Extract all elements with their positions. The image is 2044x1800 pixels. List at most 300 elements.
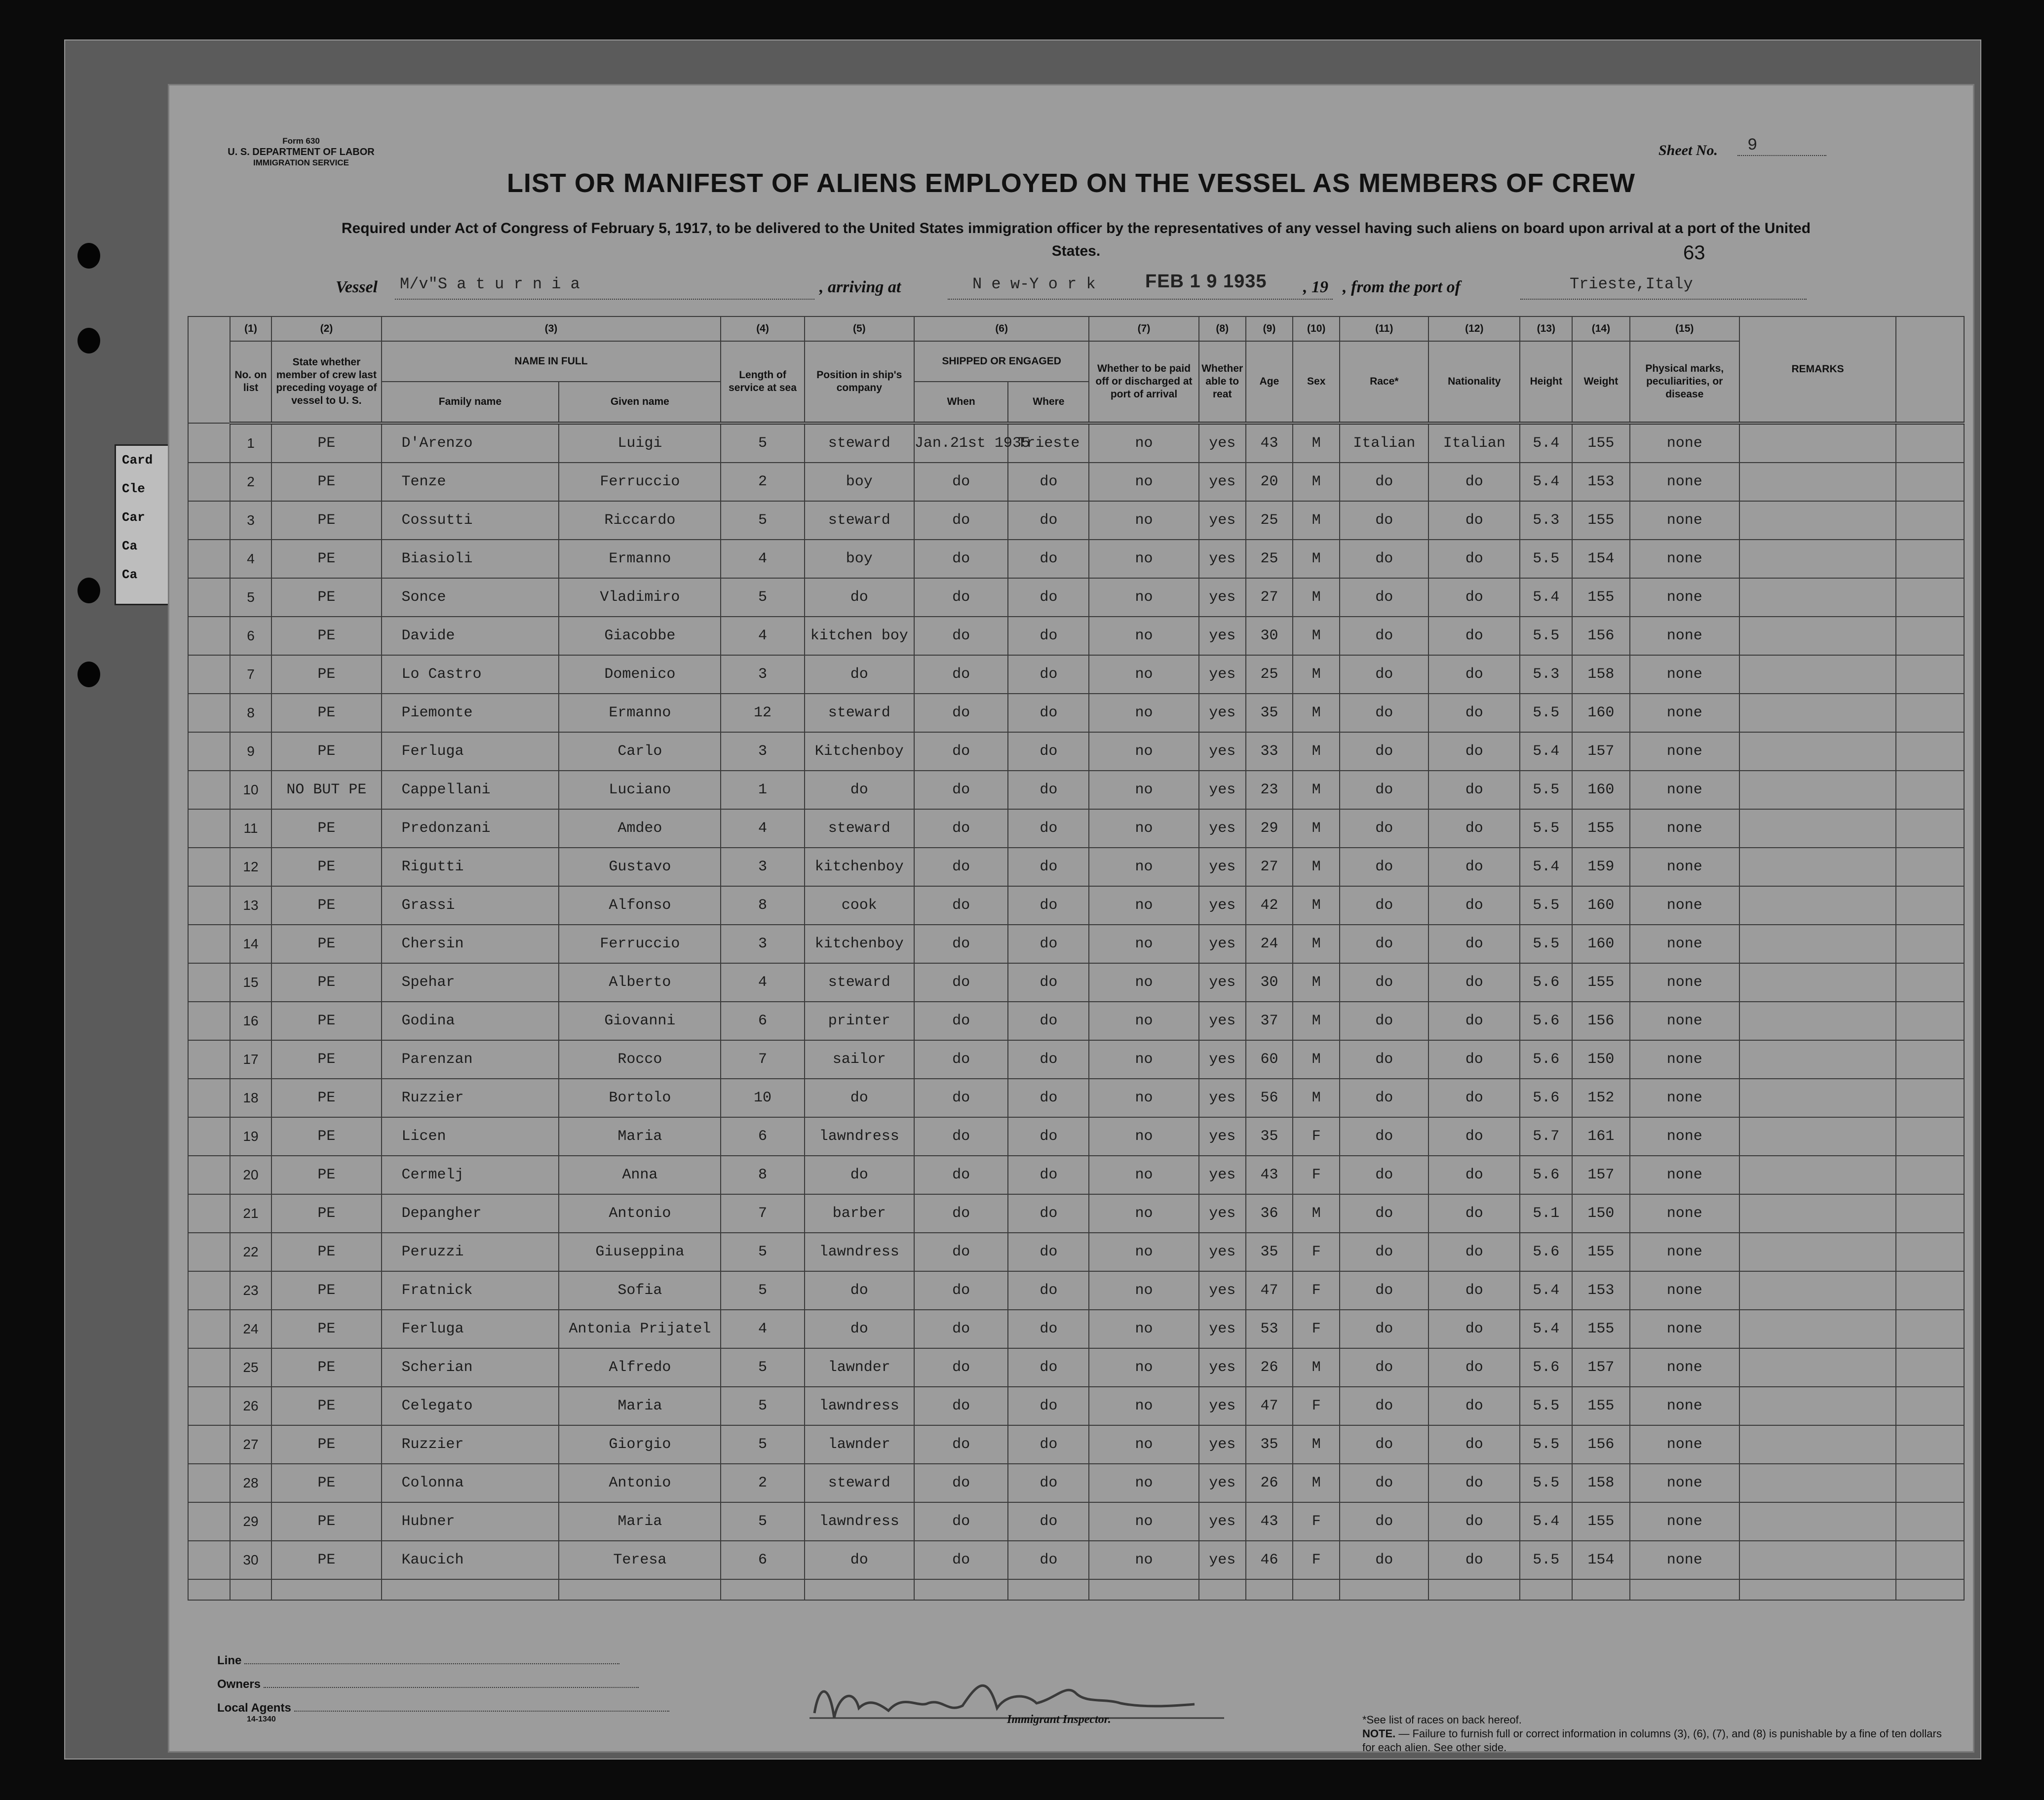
margin-cell <box>188 1502 230 1541</box>
given-name-cell: Antonia Prijatel <box>559 1310 721 1348</box>
sex-cell: F <box>1293 1271 1340 1310</box>
weight-cell: 160 <box>1572 694 1629 732</box>
shipped-where-cell: do <box>1008 963 1089 1002</box>
family-name-cell: Rigutti <box>382 848 559 886</box>
agents-label: Local Agents <box>217 1701 291 1715</box>
able-to-read-cell: yes <box>1199 501 1246 540</box>
blank-cell <box>1008 1579 1089 1600</box>
age-cell: 25 <box>1246 501 1293 540</box>
height-cell: 5.5 <box>1520 771 1572 809</box>
previous-voyage-cell: PE <box>271 848 381 886</box>
age-cell: 46 <box>1246 1541 1293 1579</box>
given-name-cell: Alfredo <box>559 1348 721 1387</box>
service-length-cell: 5 <box>721 1271 804 1310</box>
header-weight: Weight <box>1572 341 1629 423</box>
remarks-cell <box>1739 1117 1896 1156</box>
margin-cell <box>188 463 230 501</box>
paid-off-cell: no <box>1089 1464 1198 1502</box>
owners-label: Owners <box>217 1678 261 1691</box>
sex-cell: F <box>1293 1233 1340 1271</box>
header-height: Height <box>1520 341 1572 423</box>
physical-marks-cell: none <box>1630 1233 1739 1271</box>
weight-cell: 157 <box>1572 1156 1629 1194</box>
race-cell: do <box>1340 1233 1428 1271</box>
age-cell: 26 <box>1246 1464 1293 1502</box>
row-number: 15 <box>230 963 272 1002</box>
service-length-cell: 12 <box>721 694 804 732</box>
blank-cell <box>1630 1579 1739 1600</box>
paid-off-cell: no <box>1089 617 1198 655</box>
physical-marks-cell: none <box>1630 1156 1739 1194</box>
shipped-where-cell: do <box>1008 1079 1089 1117</box>
height-cell: 5.6 <box>1520 1040 1572 1079</box>
height-cell: 5.4 <box>1520 578 1572 617</box>
blank-cell <box>1896 925 1964 963</box>
row-number: 19 <box>230 1117 272 1156</box>
position-cell: steward <box>805 963 914 1002</box>
sex-cell: M <box>1293 655 1340 694</box>
physical-marks-cell: none <box>1630 1040 1739 1079</box>
nationality-cell: do <box>1428 655 1520 694</box>
service-length-cell: 5 <box>721 1425 804 1464</box>
previous-voyage-cell: PE <box>271 1156 381 1194</box>
nationality-cell: do <box>1428 463 1520 501</box>
remarks-cell <box>1739 1502 1896 1541</box>
remarks-cell <box>1739 1002 1896 1040</box>
paid-off-cell: no <box>1089 1310 1198 1348</box>
header-length-of-service: Length of service at sea <box>721 341 804 423</box>
margin-cell <box>188 617 230 655</box>
header-able-to-read: Whether able to reat <box>1199 341 1246 423</box>
sex-cell: M <box>1293 1194 1340 1233</box>
edge-card-text: Card <box>122 453 153 468</box>
race-cell: do <box>1340 540 1428 578</box>
previous-voyage-cell: PE <box>271 578 381 617</box>
age-cell: 43 <box>1246 423 1293 463</box>
margin-cell <box>188 1348 230 1387</box>
sex-cell: M <box>1293 771 1340 809</box>
position-cell: cook <box>805 886 914 925</box>
table-row <box>188 1464 1964 1502</box>
blank-cell <box>271 1579 381 1600</box>
able-to-read-cell: yes <box>1199 925 1246 963</box>
previous-voyage-cell: PE <box>271 655 381 694</box>
blank-cell <box>1896 655 1964 694</box>
weight-cell: 152 <box>1572 1079 1629 1117</box>
age-cell: 35 <box>1246 1233 1293 1271</box>
blank-cell <box>1896 1079 1964 1117</box>
shipped-where-cell: do <box>1008 694 1089 732</box>
service-length-cell: 6 <box>721 1117 804 1156</box>
shipped-where-cell: do <box>1008 1233 1089 1271</box>
height-cell: 5.1 <box>1520 1194 1572 1233</box>
paid-off-cell: no <box>1089 1233 1198 1271</box>
paid-off-cell: no <box>1089 655 1198 694</box>
age-cell: 43 <box>1246 1156 1293 1194</box>
port-from-label: , from the port of <box>1343 278 1461 296</box>
nationality-cell: do <box>1428 617 1520 655</box>
previous-voyage-cell: NO BUT PE <box>271 771 381 809</box>
blank-cell <box>1896 1541 1964 1579</box>
remarks-cell <box>1739 809 1896 848</box>
able-to-read-cell: yes <box>1199 732 1246 771</box>
able-to-read-cell: yes <box>1199 1310 1246 1348</box>
able-to-read-cell: yes <box>1199 1348 1246 1387</box>
vessel-name: M/v"S a t u r n i a <box>400 275 580 293</box>
row-number: 6 <box>230 617 272 655</box>
blank-cell <box>1896 963 1964 1002</box>
shipped-when-cell: do <box>914 732 1008 771</box>
previous-voyage-cell: PE <box>271 617 381 655</box>
vessel-fill-line <box>395 299 814 300</box>
service-length-cell: 5 <box>721 1387 804 1425</box>
family-name-cell: Peruzzi <box>382 1233 559 1271</box>
shipped-where-cell: do <box>1008 1040 1089 1079</box>
position-cell: lawnder <box>805 1348 914 1387</box>
shipped-when-cell: do <box>914 617 1008 655</box>
service-length-cell: 3 <box>721 925 804 963</box>
edge-card-text: Car <box>122 510 145 525</box>
shipped-when-cell: do <box>914 1348 1008 1387</box>
given-name-cell: Teresa <box>559 1541 721 1579</box>
margin-cell <box>188 1387 230 1425</box>
physical-marks-cell: none <box>1630 1464 1739 1502</box>
family-name-cell: Colonna <box>382 1464 559 1502</box>
remarks-cell <box>1739 617 1896 655</box>
family-name-cell: Chersin <box>382 925 559 963</box>
paid-off-cell: no <box>1089 1502 1198 1541</box>
header-shipped-or-engaged: SHIPPED OR ENGAGED <box>914 341 1089 382</box>
previous-voyage-cell: PE <box>271 1387 381 1425</box>
blank-cell <box>1896 501 1964 540</box>
nationality-cell: do <box>1428 1464 1520 1502</box>
physical-marks-cell: none <box>1630 771 1739 809</box>
row-number: 12 <box>230 848 272 886</box>
previous-voyage-cell: PE <box>271 732 381 771</box>
agents-form-code: 14-1340 <box>247 1715 276 1723</box>
footnote <box>1362 1713 1955 1755</box>
weight-cell: 156 <box>1572 1425 1629 1464</box>
weight-cell: 153 <box>1572 1271 1629 1310</box>
table-row <box>188 1194 1964 1233</box>
service-length-cell: 5 <box>721 578 804 617</box>
service-length-cell: 6 <box>721 1002 804 1040</box>
table-row <box>188 848 1964 886</box>
row-number: 11 <box>230 809 272 848</box>
shipped-when-cell: do <box>914 694 1008 732</box>
shipped-where-cell: do <box>1008 1541 1089 1579</box>
weight-cell: 155 <box>1572 809 1629 848</box>
height-cell: 5.4 <box>1520 1271 1572 1310</box>
table-row <box>188 1271 1964 1310</box>
height-cell: 5.4 <box>1520 1310 1572 1348</box>
age-cell: 53 <box>1246 1310 1293 1348</box>
margin-cell <box>188 1117 230 1156</box>
shipped-when-cell: do <box>914 771 1008 809</box>
service-length-cell: 8 <box>721 1156 804 1194</box>
shipped-when-cell: Jan.21st 1935 <box>914 423 1008 463</box>
position-cell: lawndress <box>805 1233 914 1271</box>
shipped-when-cell: do <box>914 1194 1008 1233</box>
physical-marks-cell: none <box>1630 578 1739 617</box>
able-to-read-cell: yes <box>1199 1194 1246 1233</box>
weight-cell: 155 <box>1572 1310 1629 1348</box>
race-cell: do <box>1340 1502 1428 1541</box>
service-length-cell: 4 <box>721 617 804 655</box>
shipped-where-cell: do <box>1008 886 1089 925</box>
sex-cell: M <box>1293 848 1340 886</box>
arrival-fill-line <box>948 299 1333 300</box>
margin-column <box>188 316 230 423</box>
nationality-cell: do <box>1428 1040 1520 1079</box>
height-cell: 5.4 <box>1520 848 1572 886</box>
nationality-cell: do <box>1428 694 1520 732</box>
height-cell: 5.4 <box>1520 1502 1572 1541</box>
age-cell: 36 <box>1246 1194 1293 1233</box>
paid-off-cell: no <box>1089 1079 1198 1117</box>
family-name-cell: Predonzani <box>382 809 559 848</box>
shipped-when-cell: do <box>914 925 1008 963</box>
race-cell: do <box>1340 848 1428 886</box>
family-name-cell: Ruzzier <box>382 1079 559 1117</box>
nationality-cell: do <box>1428 1271 1520 1310</box>
race-cell: do <box>1340 1348 1428 1387</box>
nationality-cell: do <box>1428 1079 1520 1117</box>
edge-card-text: Cle <box>122 481 145 496</box>
given-name-cell: Ferruccio <box>559 463 721 501</box>
header-number-on-list: No. on list <box>230 341 272 423</box>
previous-voyage-cell: PE <box>271 1310 381 1348</box>
weight-cell: 155 <box>1572 1502 1629 1541</box>
shipped-when-cell: do <box>914 655 1008 694</box>
position-cell: do <box>805 771 914 809</box>
weight-cell: 154 <box>1572 1541 1629 1579</box>
race-cell: do <box>1340 694 1428 732</box>
paid-off-cell: no <box>1089 540 1198 578</box>
remarks-cell <box>1739 1387 1896 1425</box>
nationality-cell: do <box>1428 1156 1520 1194</box>
blank-cell <box>1896 1425 1964 1464</box>
nationality-cell: do <box>1428 771 1520 809</box>
able-to-read-cell: yes <box>1199 1156 1246 1194</box>
service-length-cell: 5 <box>721 501 804 540</box>
shipped-when-cell: do <box>914 1541 1008 1579</box>
crew-manifest-table <box>188 316 1965 1601</box>
shipped-where-cell: do <box>1008 1348 1089 1387</box>
margin-cell <box>188 1310 230 1348</box>
service-name: IMMIGRATION SERVICE <box>253 158 349 167</box>
sex-cell: F <box>1293 1117 1340 1156</box>
race-cell: do <box>1340 1002 1428 1040</box>
shipped-where-cell: do <box>1008 1387 1089 1425</box>
age-cell: 29 <box>1246 809 1293 848</box>
binder-hole <box>77 662 100 687</box>
agents-fill <box>294 1711 669 1712</box>
remarks-cell <box>1739 423 1896 463</box>
able-to-read-cell: yes <box>1199 771 1246 809</box>
physical-marks-cell: none <box>1630 1194 1739 1233</box>
shipped-when-cell: do <box>914 1425 1008 1464</box>
physical-marks-cell: none <box>1630 809 1739 848</box>
margin-cell <box>188 1156 230 1194</box>
binder-hole <box>77 243 100 269</box>
physical-marks-cell: none <box>1630 1425 1739 1464</box>
age-cell: 33 <box>1246 732 1293 771</box>
weight-cell: 160 <box>1572 925 1629 963</box>
previous-voyage-cell: PE <box>271 925 381 963</box>
table-row <box>188 578 1964 617</box>
service-length-cell: 2 <box>721 1464 804 1502</box>
service-length-cell: 5 <box>721 1233 804 1271</box>
blank-cell <box>1896 694 1964 732</box>
age-cell: 47 <box>1246 1387 1293 1425</box>
nationality-cell: do <box>1428 848 1520 886</box>
arrival-date-stamp: FEB 1 9 1935 <box>1145 271 1267 292</box>
previous-voyage-cell: PE <box>271 1194 381 1233</box>
row-number: 30 <box>230 1541 272 1579</box>
shipped-when-cell: do <box>914 848 1008 886</box>
weight-cell: 160 <box>1572 771 1629 809</box>
able-to-read-cell: yes <box>1199 848 1246 886</box>
given-name-cell: Riccardo <box>559 501 721 540</box>
position-cell: sailor <box>805 1040 914 1079</box>
given-name-cell: Maria <box>559 1387 721 1425</box>
header-family-name: Family name <box>382 382 559 423</box>
margin-cell <box>188 540 230 578</box>
able-to-read-cell: yes <box>1199 1464 1246 1502</box>
given-name-cell: Luciano <box>559 771 721 809</box>
given-name-cell: Luigi <box>559 423 721 463</box>
line-fill <box>244 1663 619 1664</box>
column-number: (10) <box>1293 316 1340 341</box>
given-name-cell: Giorgio <box>559 1425 721 1464</box>
blank-cell <box>1896 809 1964 848</box>
margin-cell <box>188 578 230 617</box>
table-row <box>188 694 1964 732</box>
position-cell: printer <box>805 1002 914 1040</box>
remarks-cell <box>1739 963 1896 1002</box>
binder-hole <box>77 328 100 353</box>
column-number: (9) <box>1246 316 1293 341</box>
age-cell: 25 <box>1246 540 1293 578</box>
paid-off-cell: no <box>1089 1425 1198 1464</box>
table-row <box>188 1541 1964 1579</box>
age-cell: 23 <box>1246 771 1293 809</box>
height-cell: 5.4 <box>1520 463 1572 501</box>
blank-cell <box>1896 1387 1964 1425</box>
nationality-cell: do <box>1428 1502 1520 1541</box>
blank-cell <box>1896 1233 1964 1271</box>
given-name-cell: Amdeo <box>559 809 721 848</box>
paid-off-cell: no <box>1089 809 1198 848</box>
race-cell: do <box>1340 1425 1428 1464</box>
owners-fill <box>264 1687 639 1688</box>
physical-marks-cell: none <box>1630 1271 1739 1310</box>
age-cell: 42 <box>1246 886 1293 925</box>
physical-marks-cell: none <box>1630 423 1739 463</box>
blank-cell <box>230 1579 272 1600</box>
table-row <box>188 501 1964 540</box>
family-name-cell: Parenzan <box>382 1040 559 1079</box>
height-cell: 5.5 <box>1520 694 1572 732</box>
service-length-cell: 3 <box>721 732 804 771</box>
previous-voyage-cell: PE <box>271 1117 381 1156</box>
race-cell: do <box>1340 1310 1428 1348</box>
able-to-read-cell: yes <box>1199 694 1246 732</box>
weight-cell: 158 <box>1572 1464 1629 1502</box>
remarks-cell <box>1739 578 1896 617</box>
position-cell: kitchen boy <box>805 617 914 655</box>
table-row <box>188 886 1964 925</box>
row-number: 24 <box>230 1310 272 1348</box>
height-cell: 5.6 <box>1520 1079 1572 1117</box>
sex-cell: M <box>1293 617 1340 655</box>
shipped-where-cell: do <box>1008 578 1089 617</box>
race-cell: do <box>1340 732 1428 771</box>
sex-cell: M <box>1293 1079 1340 1117</box>
age-cell: 26 <box>1246 1348 1293 1387</box>
family-name-cell: Fratnick <box>382 1271 559 1310</box>
row-number: 5 <box>230 578 272 617</box>
given-name-cell: Ferruccio <box>559 925 721 963</box>
weight-cell: 150 <box>1572 1040 1629 1079</box>
previous-voyage-cell: PE <box>271 540 381 578</box>
remarks-cell <box>1739 1271 1896 1310</box>
header-where: Where <box>1008 382 1089 423</box>
sex-cell: M <box>1293 925 1340 963</box>
form-identifier <box>207 136 395 168</box>
family-name-cell: Ruzzier <box>382 1425 559 1464</box>
previous-voyage-cell: PE <box>271 1425 381 1464</box>
shipped-where-cell: do <box>1008 1117 1089 1156</box>
physical-marks-cell: none <box>1630 617 1739 655</box>
nationality-cell: do <box>1428 809 1520 848</box>
shipped-when-cell: do <box>914 501 1008 540</box>
table-row <box>188 617 1964 655</box>
race-footnote: *See list of races on back hereof. <box>1362 1714 1522 1726</box>
height-cell: 5.5 <box>1520 1541 1572 1579</box>
binder-hole <box>77 578 100 603</box>
previous-voyage-cell: PE <box>271 1502 381 1541</box>
weight-cell: 155 <box>1572 501 1629 540</box>
race-cell: do <box>1340 1117 1428 1156</box>
physical-marks-cell: none <box>1630 1002 1739 1040</box>
sex-cell: M <box>1293 1425 1340 1464</box>
header-position: Position in ship's company <box>805 341 914 423</box>
age-cell: 35 <box>1246 694 1293 732</box>
position-cell: lawndress <box>805 1117 914 1156</box>
previous-voyage-cell: PE <box>271 1079 381 1117</box>
vessel-info-line <box>336 271 1866 303</box>
blank-cell <box>1293 1579 1340 1600</box>
given-name-cell: Maria <box>559 1502 721 1541</box>
margin-cell <box>188 848 230 886</box>
vessel-label: Vessel <box>336 278 378 296</box>
blank-cell <box>1199 1579 1246 1600</box>
blank-cell <box>1896 771 1964 809</box>
nationality-cell: do <box>1428 1310 1520 1348</box>
race-cell: Italian <box>1340 423 1428 463</box>
family-name-cell: Grassi <box>382 886 559 925</box>
position-cell: Kitchenboy <box>805 732 914 771</box>
row-number: 29 <box>230 1502 272 1541</box>
table-row <box>188 1156 1964 1194</box>
race-cell: do <box>1340 655 1428 694</box>
blank-cell <box>1896 1579 1964 1600</box>
row-number: 21 <box>230 1194 272 1233</box>
shipped-where-cell: do <box>1008 1156 1089 1194</box>
sex-cell: M <box>1293 1464 1340 1502</box>
